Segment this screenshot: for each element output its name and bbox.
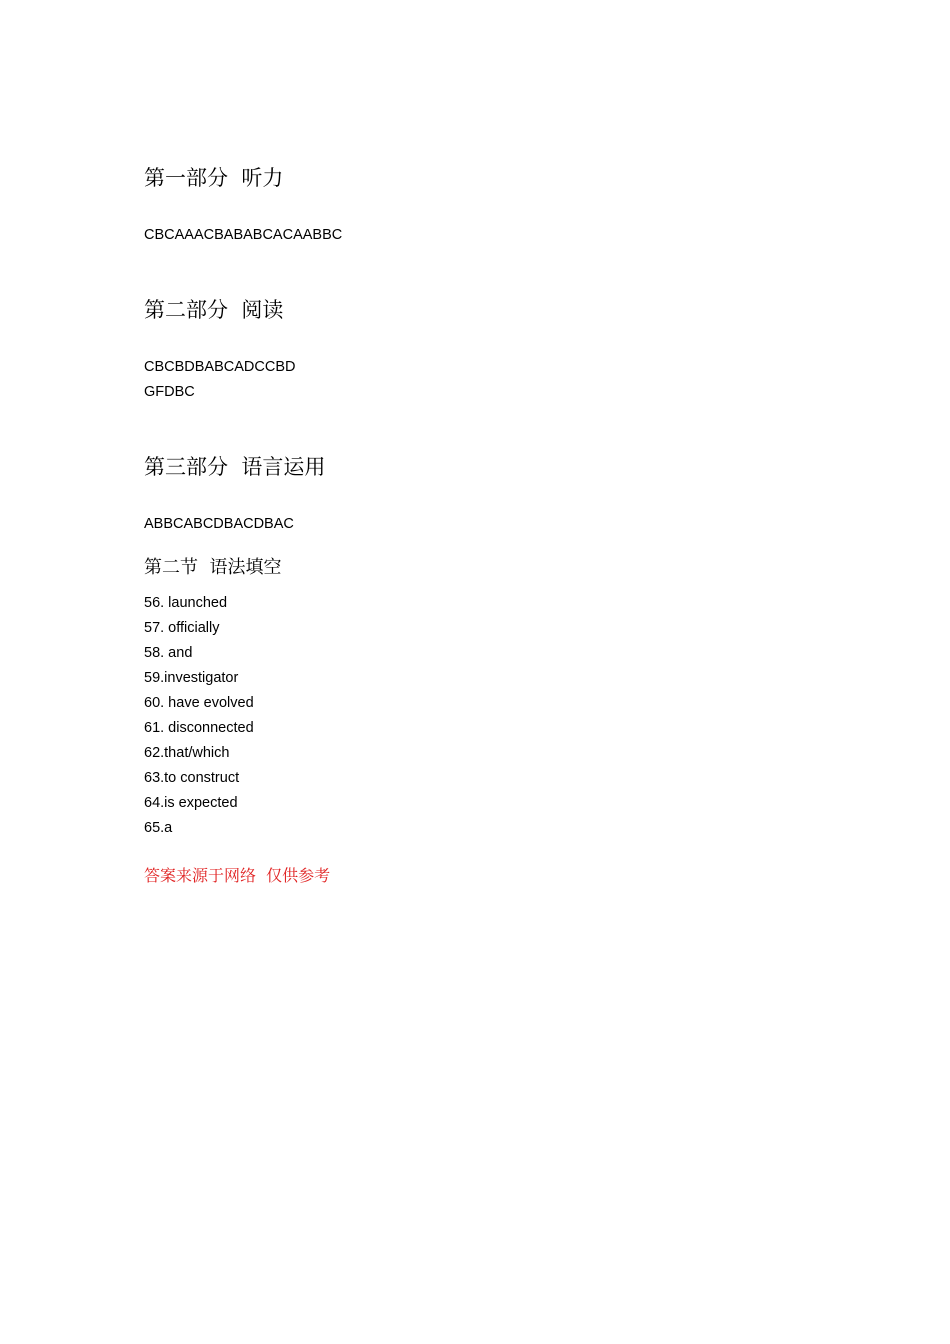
list-item: 61. disconnected	[144, 720, 254, 736]
list-item: 64.is expected	[144, 795, 238, 811]
part3-answers: ABBCABCDBACDBAC	[144, 516, 294, 532]
list-item: 59.investigator	[144, 670, 239, 686]
part1-answers: CBCAAACBABABCACAABBC	[144, 227, 343, 243]
list-item: 62.that/which	[144, 745, 230, 761]
list-item: 60. have evolved	[144, 695, 254, 711]
section2-title: 第二节 语法填空	[144, 557, 282, 578]
list-item: 57. officially	[144, 620, 220, 636]
list-item: 63.to construct	[144, 770, 240, 786]
part2-answers-line2: GFDBC	[144, 384, 195, 400]
part2-title: 第二部分 阅读	[144, 298, 284, 322]
list-item: 58. and	[144, 645, 193, 661]
part1-title: 第一部分 听力	[144, 166, 284, 190]
part2-answers-line1: CBCBDBABCADCCBD	[144, 359, 296, 375]
list-item: 65.a	[144, 820, 173, 836]
list-item: 56. launched	[144, 595, 228, 611]
source-note: 答案来源于网络 仅供参考	[144, 866, 331, 885]
part3-title: 第三部分 语言运用	[144, 455, 326, 479]
